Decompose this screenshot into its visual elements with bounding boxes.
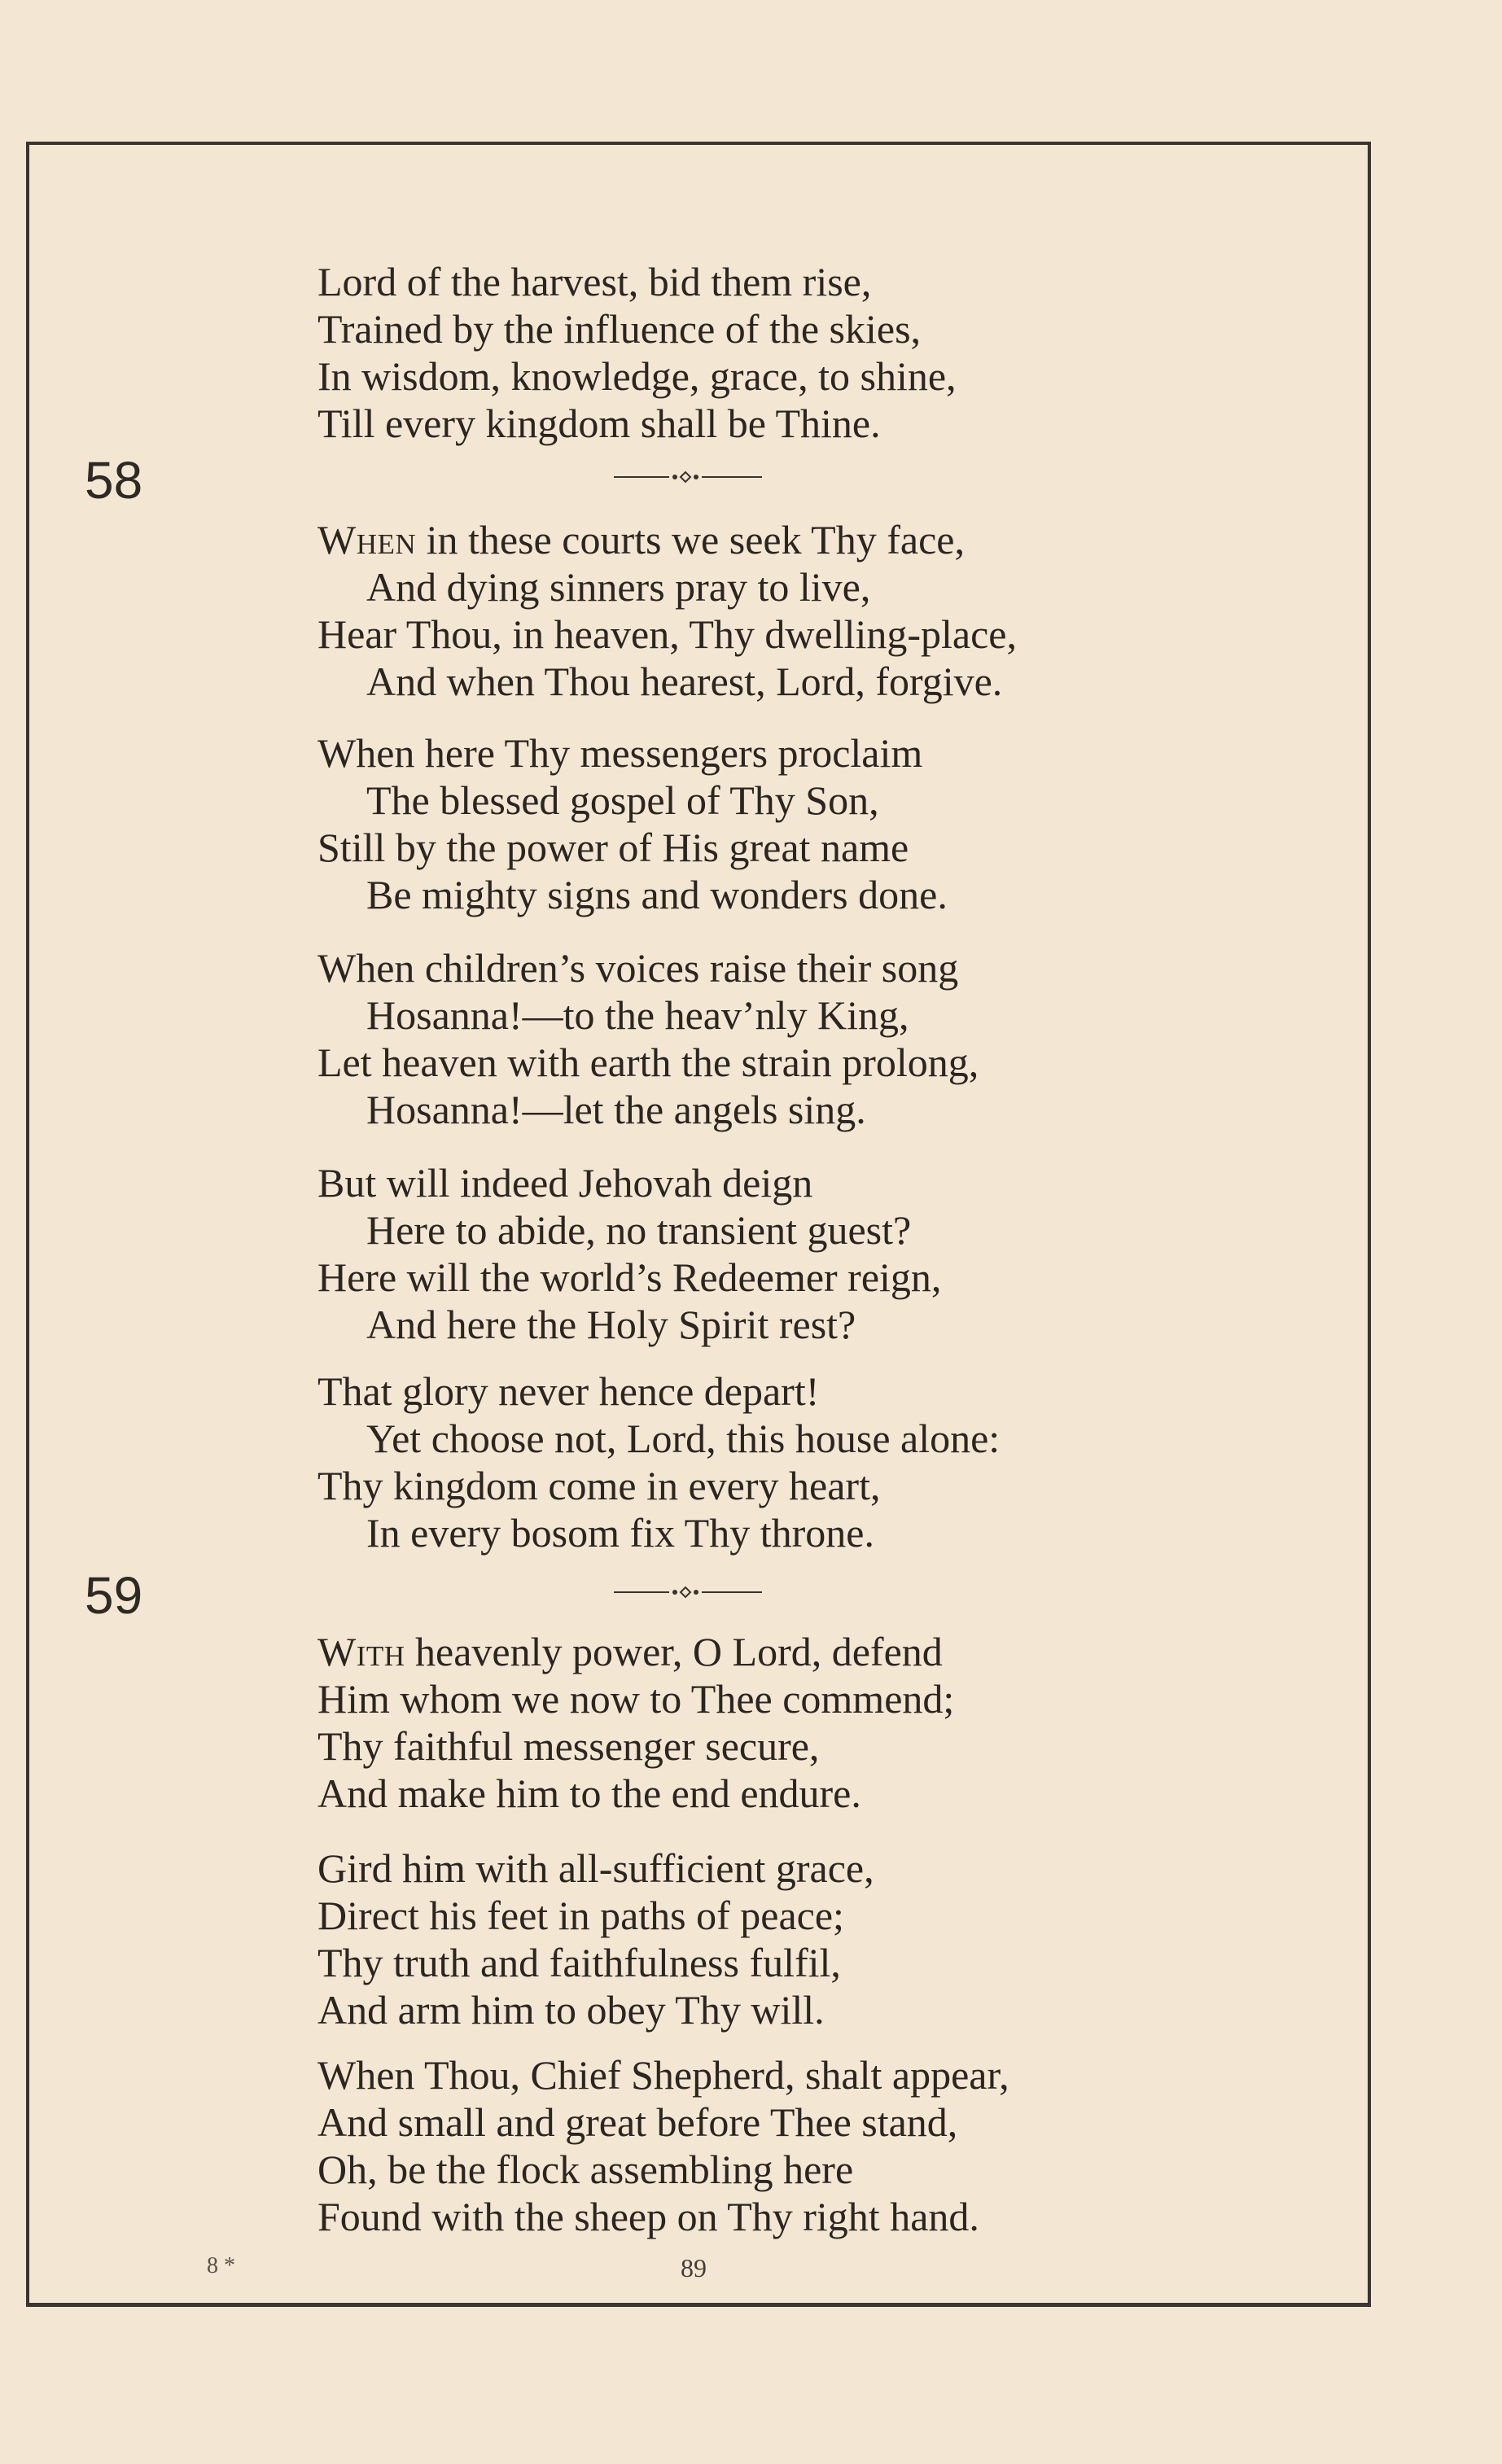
verse-line: When here Thy messengers proclaim (317, 730, 923, 776)
verse-line-rest: heavenly power, O Lord, defend (405, 1629, 943, 1674)
verse-line: In every bosom fix Thy throne. (366, 1510, 874, 1556)
verse-line: Thy truth and faithfulness fulfil, (317, 1940, 841, 1985)
verse-line: Gird him with all-sufficient grace, (317, 1845, 874, 1891)
verse-line (317, 1628, 1254, 1675)
opening-word: When (317, 517, 417, 562)
stanza-59-1 (317, 1628, 1254, 1817)
hymn-number-58: 58 (85, 451, 143, 510)
stanza-58-3 (317, 944, 1254, 1133)
stanza-58-2 (317, 729, 1254, 918)
verse-line: Still by the power of His great name (317, 825, 909, 870)
divider-ornament-icon (671, 1584, 700, 1600)
stanza-prev-hymn-final (317, 258, 1254, 447)
verse-line: Here to abide, no transient guest? (366, 1207, 912, 1253)
divider-ornament-icon (671, 469, 700, 485)
verse-line: Found with the sheep on Thy right hand. (317, 2194, 979, 2239)
verse-line: Let heaven with earth the strain prolong, (317, 1039, 979, 1085)
verse-line: Lord of the harvest, bid them rise, (317, 259, 872, 304)
stanza-59-2 (317, 1845, 1254, 2033)
verse-line: But will indeed Jehovah deign (317, 1160, 813, 1206)
verse-line: Thy kingdom come in every heart, (317, 1463, 881, 1508)
hymn-number-59: 59 (85, 1566, 143, 1625)
verse-line: Trained by the influence of the skies, (317, 306, 922, 352)
stanza-59-3 (317, 2051, 1254, 2240)
verse-line: In wisdom, knowledge, grace, to shine, (317, 353, 957, 399)
verse-line-rest: in these courts we seek Thy face, (416, 517, 965, 562)
verse-line: Hosanna!—let the angels sing. (366, 1087, 866, 1132)
verse-line: That glory never hence depart! (317, 1368, 820, 1414)
verse-line: And here the Holy Spirit rest? (366, 1302, 856, 1347)
hymn-divider-58 (614, 469, 762, 485)
verse-line: And when Thou hearest, Lord, forgive. (366, 659, 1003, 704)
stanza-58-1 (317, 516, 1254, 705)
verse-line: When children’s voices raise their song (317, 945, 959, 991)
verse-line: Hosanna!—to the heav’nly King, (366, 992, 909, 1038)
verse-line: Be mighty signs and wonders done. (366, 872, 948, 917)
stanza-58-4 (317, 1159, 1254, 1348)
verse-line: And dying sinners pray to live, (366, 564, 871, 610)
opening-word: With (317, 1629, 405, 1674)
verse-line: Yet choose not, Lord, this house alone: (366, 1416, 1001, 1461)
verse-line: Him whom we now to Thee commend; (317, 1676, 955, 1722)
verse-line: The blessed gospel of Thy Son, (366, 777, 879, 823)
verse-line: Direct his feet in paths of peace; (317, 1893, 844, 1938)
verse-line: And make him to the end endure. (317, 1770, 861, 1816)
verse-line: And arm him to obey Thy will. (317, 1987, 825, 2033)
verse-line: And small and great before Thee stand, (317, 2099, 958, 2145)
page-number: 89 (681, 2253, 707, 2282)
verse-line: Here will the world’s Redeemer reign, (317, 1254, 942, 1300)
verse-line (317, 516, 1254, 563)
hymn-divider-59 (614, 1584, 762, 1600)
verse-line: Till every kingdom shall be Thine. (317, 400, 881, 446)
verse-line: Oh, be the flock assembling here (317, 2147, 854, 2192)
verse-line: When Thou, Chief Shepherd, shalt appear, (317, 2052, 1009, 2098)
signature-mark: 8 * (207, 2253, 235, 2278)
verse-line: Hear Thou, in heaven, Thy dwelling-place, (317, 611, 1017, 657)
stanza-58-5 (317, 1368, 1254, 1556)
verse-line: Thy faithful messenger secure, (317, 1723, 820, 1769)
